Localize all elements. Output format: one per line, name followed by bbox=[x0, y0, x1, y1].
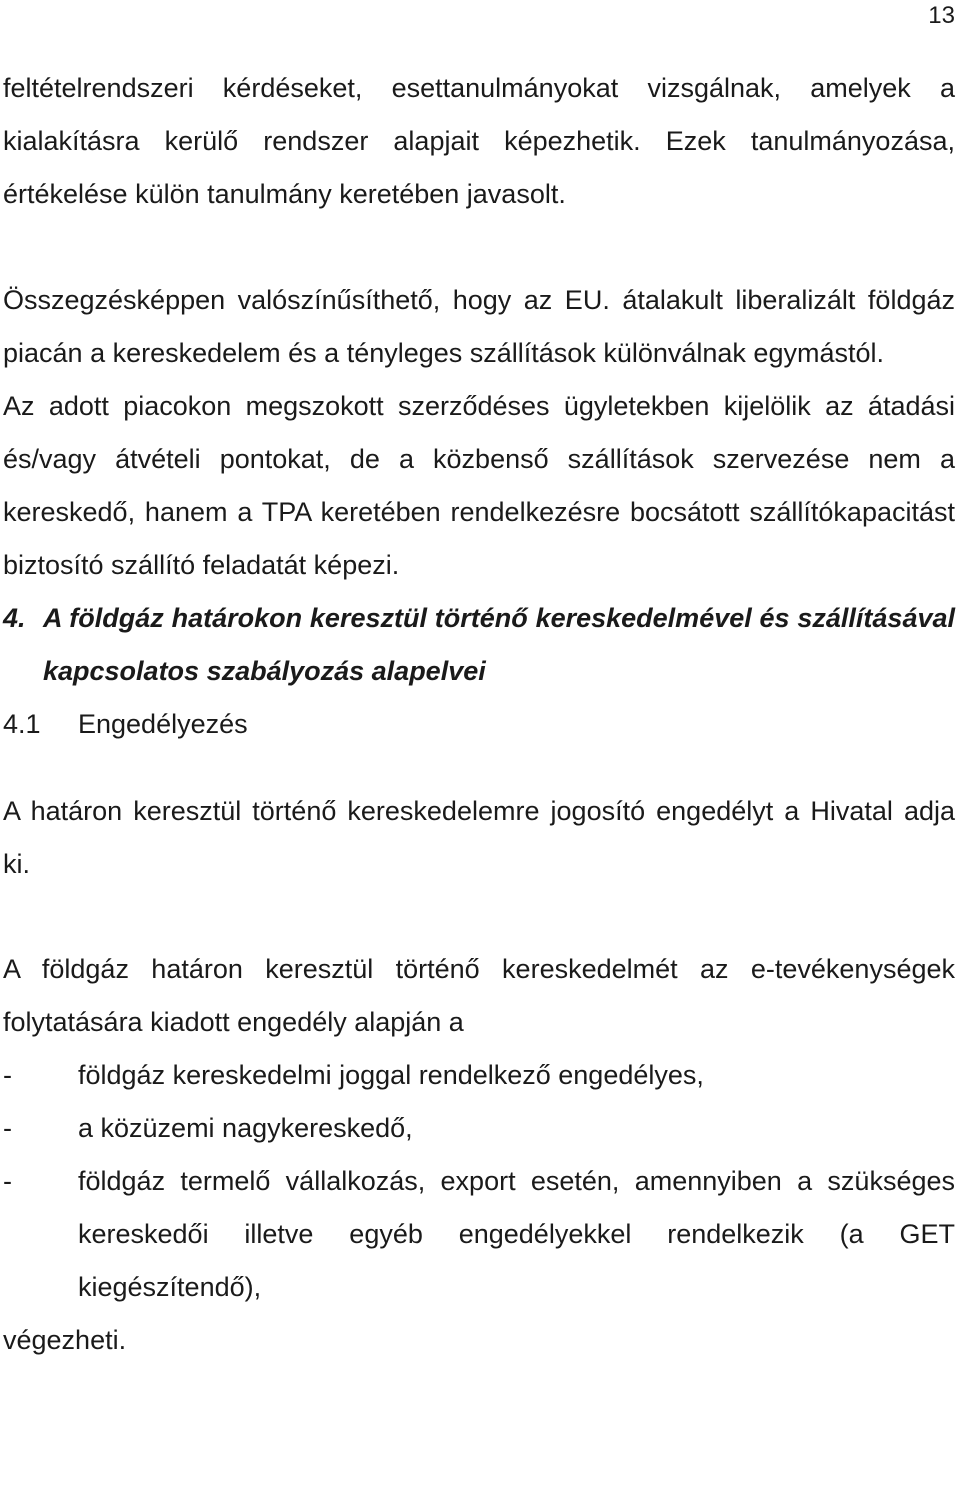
list-item-text: földgáz termelő vállalkozás, export esetén, amennyiben a szükséges kereskedői illetve egyéb engedélyekkel rendelkezik (a GET kiegészítendő), bbox=[78, 1166, 955, 1302]
document-body bbox=[3, 62, 955, 1367]
paragraph-osszegzeskeppen: Összegzésképpen valószínűsíthető, hogy az EU. átalakult liberalizált földgáz piacán a kereskedelem és a tényleges szállítások különválnak egymástól. bbox=[3, 285, 955, 368]
bullet-list bbox=[3, 1049, 955, 1314]
section-heading bbox=[3, 592, 955, 698]
paragraph-hivatal: A határon keresztül történő kereskedelemre jogosító engedélyt a Hivatal adja ki. bbox=[3, 796, 955, 879]
list-item bbox=[3, 1155, 955, 1314]
list-bullet: - bbox=[3, 1060, 12, 1090]
section-number: 4. bbox=[3, 603, 26, 633]
list-item bbox=[3, 1102, 955, 1155]
page-number: 13 bbox=[928, 2, 955, 29]
subsection-title: Engedélyezés bbox=[78, 709, 248, 739]
subsection-heading bbox=[3, 698, 955, 751]
paragraph-engedely: A földgáz határon keresztül történő kereskedelmét az e-tevékenységek folytatására kiadott engedély alapján a bbox=[3, 954, 955, 1037]
list-item bbox=[3, 1049, 955, 1102]
paragraph-feltetelrendszeri: feltételrendszeri kérdéseket, esettanulmányokat vizsgálnak, amelyek a kialakításra kerülő rendszer alapjait képezhetik. Ezek tanulmányozása, értékelése külön tanulmány keretében javasolt. bbox=[3, 73, 955, 209]
list-bullet: - bbox=[3, 1113, 12, 1143]
list-bullet: - bbox=[3, 1166, 12, 1196]
list-item-text: földgáz kereskedelmi joggal rendelkező engedélyes, bbox=[78, 1060, 704, 1090]
paragraph-szerzodeses-ugyletek: Az adott piacokon megszokott szerződéses ügyletekben kijelölik az átadási és/vagy átvételi pontokat, de a közbenső szállítások szervezése nem a kereskedő, hanem a TPA keretében rendelkezésre bocsátott szállítókapacitást biztosító szállító feladatát képezi. bbox=[3, 391, 955, 580]
list-item-text: a közüzemi nagykereskedő, bbox=[78, 1113, 413, 1143]
section-title: A földgáz határokon keresztül történő kereskedelmével és szállításával kapcsolatos szabályozás alapelvei bbox=[43, 603, 955, 686]
subsection-number: 4.1 bbox=[3, 709, 41, 739]
paragraph-closing: végezheti. bbox=[3, 1325, 127, 1355]
